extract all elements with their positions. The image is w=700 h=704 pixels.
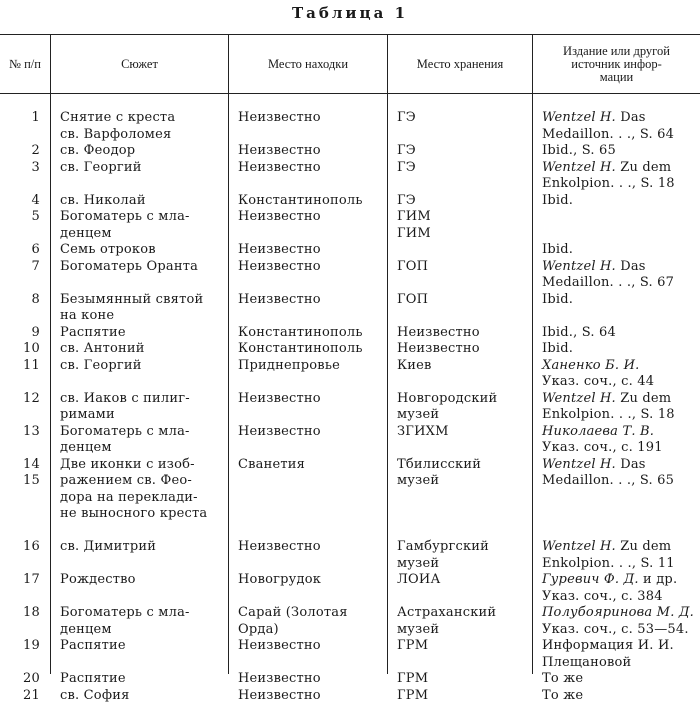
subject-cell: не выносного креста [60, 506, 207, 523]
source-cell [542, 341, 573, 358]
header-source-line: источник инфор- [571, 58, 661, 71]
source-cell [542, 638, 674, 655]
header-stored: Место хранения [388, 35, 532, 93]
storage-place-cell: ГРМ [397, 688, 428, 704]
subject-cell: св. Димитрий [60, 539, 156, 556]
row-number: 17 [4, 572, 40, 589]
found-place-cell: Неизвестно [238, 688, 321, 704]
found-place-cell: Константинополь [238, 341, 363, 358]
source-cell [542, 572, 677, 589]
source-cell [542, 391, 671, 408]
row-number: 1 [4, 110, 40, 127]
storage-place-cell: ГИМ [397, 209, 431, 226]
source-text: Ibid. [542, 242, 573, 257]
subject-cell: римами [60, 407, 115, 424]
storage-place-cell: ГОП [397, 259, 428, 276]
subject-cell: св. Георгий [60, 358, 142, 375]
source-text: Das [616, 110, 646, 125]
found-place-cell: Неизвестно [238, 110, 321, 127]
subject-cell: дора на переклади- [60, 490, 198, 507]
storage-place-cell: музей [397, 473, 439, 490]
storage-place-cell: Неизвестно [397, 325, 480, 342]
source-text: Указ. соч., с. 191 [542, 440, 663, 455]
storage-place-cell: Неизвестно [397, 341, 480, 358]
subject-cell: св. София [60, 688, 129, 704]
header-num: № п/п [0, 35, 50, 93]
source-cell [542, 325, 616, 342]
source-cell [542, 539, 671, 556]
row-number: 14 [4, 457, 40, 474]
source-cell [542, 622, 689, 639]
found-place-cell: Неизвестно [238, 391, 321, 408]
subject-cell: денцем [60, 622, 112, 639]
header-source [533, 35, 700, 93]
source-cell [542, 556, 675, 573]
row-number: 13 [4, 424, 40, 441]
source-cell [542, 473, 674, 490]
subject-cell: Две иконки с изоб- [60, 457, 195, 474]
source-cell [542, 358, 639, 375]
source-author: Николаева Т. В. [542, 424, 654, 439]
source-text: Ibid., S. 65 [542, 143, 616, 158]
storage-place-cell: ГИМ [397, 226, 431, 243]
source-author: Wentzel H. [542, 457, 616, 472]
source-cell [542, 374, 654, 391]
storage-place-cell: Тбилисский [397, 457, 481, 474]
subject-cell: денцем [60, 226, 112, 243]
found-place-cell: Неизвестно [238, 242, 321, 259]
source-author: Wentzel H. [542, 110, 616, 125]
source-text: Zu dem [616, 391, 671, 406]
row-number: 10 [4, 341, 40, 358]
header-subject: Сюжет [51, 35, 228, 93]
source-cell [542, 193, 573, 210]
source-text: Ibid. [542, 292, 573, 307]
row-number: 3 [4, 160, 40, 177]
source-text: Enkolpion. . ., S. 18 [542, 407, 675, 422]
subject-cell: Богоматерь с мла- [60, 209, 190, 226]
storage-place-cell: ГЭ [397, 110, 416, 127]
subject-cell: денцем [60, 440, 112, 457]
source-cell [542, 242, 573, 259]
header-found: Место находки [229, 35, 387, 93]
row-number: 2 [4, 143, 40, 160]
source-author: Ханенко Б. И. [542, 358, 639, 373]
subject-cell: св. Николай [60, 193, 146, 210]
storage-place-cell: ГЭ [397, 193, 416, 210]
storage-place-cell: ЛОИА [397, 572, 441, 589]
row-number: 4 [4, 193, 40, 210]
storage-place-cell: ГЭ [397, 160, 416, 177]
source-text: Medaillon. . ., S. 65 [542, 473, 674, 488]
found-place-cell: Неизвестно [238, 539, 321, 556]
found-place-cell: Неизвестно [238, 209, 321, 226]
subject-cell: Богоматерь с мла- [60, 605, 190, 622]
source-text: Medaillon. . ., S. 67 [542, 275, 674, 290]
subject-cell: Распятие [60, 325, 126, 342]
source-text: Указ. соч., с. 53—54. [542, 622, 689, 637]
source-cell [542, 605, 694, 622]
source-author: Wentzel H. [542, 539, 616, 554]
source-cell [542, 176, 675, 193]
source-cell [542, 655, 631, 672]
source-cell [542, 160, 671, 177]
source-text: и др. [639, 572, 678, 587]
row-number: 19 [4, 638, 40, 655]
row-number: 20 [4, 671, 40, 688]
subject-cell: св. Антоний [60, 341, 145, 358]
source-text: Das [616, 457, 646, 472]
subject-cell: Снятие с креста [60, 110, 175, 127]
column-divider [387, 34, 388, 674]
found-place-cell: Неизвестно [238, 424, 321, 441]
source-text: Zu dem [616, 539, 671, 554]
row-number: 18 [4, 605, 40, 622]
row-number: 15 [4, 473, 40, 490]
row-number: 5 [4, 209, 40, 226]
source-text: Информация И. И. [542, 638, 674, 653]
storage-place-cell: ГЭ [397, 143, 416, 160]
header-source-line: мации [600, 71, 633, 84]
storage-place-cell: музей [397, 407, 439, 424]
storage-place-cell: ГРМ [397, 638, 428, 655]
subject-cell: Богоматерь с мла- [60, 424, 190, 441]
source-cell [542, 407, 675, 424]
found-place-cell: Неизвестно [238, 638, 321, 655]
storage-place-cell: Новгородский [397, 391, 497, 408]
source-cell [542, 589, 663, 606]
source-text: Ibid. [542, 341, 573, 356]
row-number: 6 [4, 242, 40, 259]
found-place-cell: Неизвестно [238, 259, 321, 276]
source-cell [542, 671, 583, 688]
storage-place-cell: музей [397, 556, 439, 573]
row-number: 11 [4, 358, 40, 375]
found-place-cell: Сванетия [238, 457, 305, 474]
storage-place-cell: Астраханский [397, 605, 496, 622]
subject-cell: Рождество [60, 572, 136, 589]
source-cell [542, 259, 646, 276]
source-text: Ibid. [542, 193, 573, 208]
source-cell [542, 424, 654, 441]
source-text: Das [616, 259, 646, 274]
source-cell [542, 440, 663, 457]
subject-cell: на коне [60, 308, 114, 325]
source-text: То же [542, 688, 583, 703]
row-number: 16 [4, 539, 40, 556]
source-text: То же [542, 671, 583, 686]
found-place-cell: Неизвестно [238, 671, 321, 688]
source-text: Medaillon. . ., S. 64 [542, 127, 674, 142]
source-cell [542, 688, 583, 704]
source-text: Плещановой [542, 655, 631, 670]
source-author: Wentzel H. [542, 391, 616, 406]
storage-place-cell: Гамбургский [397, 539, 489, 556]
found-place-cell: Константинополь [238, 193, 363, 210]
source-text: Указ. соч., с. 44 [542, 374, 654, 389]
source-cell [542, 275, 674, 292]
storage-place-cell: ГРМ [397, 671, 428, 688]
found-place-cell: Константинополь [238, 325, 363, 342]
row-number: 9 [4, 325, 40, 342]
source-text: Enkolpion. . ., S. 11 [542, 556, 675, 571]
source-text: Zu dem [616, 160, 671, 175]
source-text: Указ. соч., с. 384 [542, 589, 663, 604]
subject-cell: Богоматерь Оранта [60, 259, 198, 276]
found-place-cell: Новогрудок [238, 572, 321, 589]
subject-cell: св. Иаков с пилиг- [60, 391, 190, 408]
found-place-cell: Неизвестно [238, 160, 321, 177]
column-divider [228, 34, 229, 674]
row-number: 8 [4, 292, 40, 309]
storage-place-cell: Киев [397, 358, 432, 375]
subject-cell: Распятие [60, 671, 126, 688]
found-place-cell: Неизвестно [238, 143, 321, 160]
source-text: Enkolpion. . ., S. 18 [542, 176, 675, 191]
found-place-cell: Орда) [238, 622, 279, 639]
found-place-cell: Сарай (Золотая [238, 605, 348, 622]
subject-cell: Распятие [60, 638, 126, 655]
subject-cell: св. Георгий [60, 160, 142, 177]
header-bottom-rule [0, 93, 700, 94]
found-place-cell: Неизвестно [238, 292, 321, 309]
source-cell [542, 143, 616, 160]
subject-cell: св. Феодор [60, 143, 135, 160]
column-divider [50, 34, 51, 674]
subject-cell: Семь отроков [60, 242, 156, 259]
table-title: Таблица 1 [0, 4, 700, 22]
source-author: Полубояринова М. Д. [542, 605, 694, 620]
row-number: 7 [4, 259, 40, 276]
source-cell [542, 292, 573, 309]
subject-cell: св. Варфоломея [60, 127, 171, 144]
row-number: 12 [4, 391, 40, 408]
row-number: 21 [4, 688, 40, 704]
found-place-cell: Приднепровье [238, 358, 340, 375]
storage-place-cell: ЗГИХМ [397, 424, 449, 441]
subject-cell: Безымянный святой [60, 292, 203, 309]
subject-cell: ражением св. Фео- [60, 473, 192, 490]
column-divider [532, 34, 533, 674]
source-cell [542, 110, 646, 127]
source-text: Ibid., S. 64 [542, 325, 616, 340]
source-author: Wentzel H. [542, 259, 616, 274]
source-cell [542, 127, 674, 144]
storage-place-cell: ГОП [397, 292, 428, 309]
storage-place-cell: музей [397, 622, 439, 639]
source-author: Wentzel H. [542, 160, 616, 175]
source-author: Гуревич Ф. Д. [542, 572, 639, 587]
header-source-line: Издание или другой [563, 45, 670, 58]
source-cell [542, 457, 646, 474]
